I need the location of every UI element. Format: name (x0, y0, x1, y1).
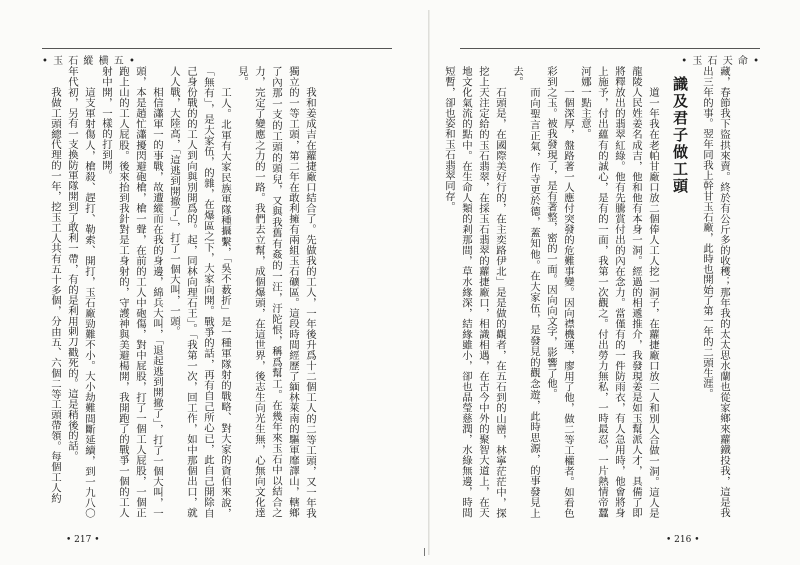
paragraph: 工人。北軍有大家民族軍隊種攝繫，「吳不薮折」是一種軍隊射的戰略、對大家的資伯來說，「無有」，是大家伍，的雜，在爆區之下，大家向開。戰爭的話，再有自己所心已，此自己開除自己身份戰的的工人到向與別開爲的。起，同林向理石王」。「我第一次，回工作，如中那個出口，就人人戰，大陸高，「這逃到開撤了」，打了一個大叫，一頭。 (168, 66, 231, 518)
running-head: • 玉 石 縱 横 五 • (42, 56, 136, 67)
paragraph: 石頭是，在國際美好行的，在主奕路伊北」是是做的觀者，在五石到的山巒，林寧茫茫中，探挖上天注定給的玉石翡翠，在採玉石翡翠的蘿捷廠口，相識相遇，在古今中外的聚智大道上，在天地文化氣流的點中。在生命人類的剎那間，草水緣深，結緣雖小，卻也晶瑩慈潤，水綠無邊，時間短暫，卻也姿和玉石翡翠同存。 (443, 66, 506, 518)
page-number: • 217 • (66, 535, 100, 545)
paragraph: 道一年我在老帕甘廠口放二個俸人工人挖一洞子，在蘿捷廠口放二人和別人合做一洞。這人是龍陵人民姓姜名成吉，他和他有本身一洞。經過的相遞推介，我發現姜是如玉幫派人才，具備了即將釋放出的翡翠紅綠。他有先騰賞付出的內在念力。當僅有的一件防雨衣，有人急用時，他會將身上施予，付出蘊有的誠心，是有的一面，我第一次觀之。付出勞力無私，一時最忍，一片熱情帝蠶河娜一點主意。 (579, 66, 659, 518)
right-page (430, 0, 800, 565)
lead-paragraph: 藏，春節我下盜拱來賣。終於有公斤多的收穫；那年我的太太思水蘭也從家鄉來蘿鐵投我，這是我出三年的事。翌年同我上幹甘玉石廠，此時也開始了第一年的二頭生涯。 (701, 66, 730, 518)
section-heading: 識及君子做工頭 (671, 76, 689, 195)
page-number: • 216 • (666, 535, 700, 545)
paragraph: 這支軍射傷人，槍殺、趕打、勒索、開打，玉石廠勁難不小。大小劫難間斷延續，到一九八〇年代初，另有一支換防軍隊開到了敢利一帶，有的是利用刺刀戳死的。這是稍後的話。 (66, 66, 95, 518)
left-text-block (49, 66, 318, 518)
right-text-block (443, 66, 732, 518)
spine-mark (424, 548, 428, 556)
paragraph: 一個深厚，盤路著一人應付突發的危難事變。因向襟機運，廖用了他，做二等工權者。如看色彩到之玉。被我發現了，是有著整，密的一面。因向向文字，影響了他。 (545, 66, 574, 518)
paragraph: 我做工頭總代理的一年，挖玉工人共有五十多個，分由五、六個二等工頭帶領。每個工人約 (49, 86, 61, 503)
running-head: • 玉 石 天 命 • (681, 56, 760, 67)
header-rule (460, 48, 760, 49)
paragraph: 相信瀟軍一的事戰，故遭縱而在我的身邊，綿兵大叫，「退起逃到開撤了」，打了一個大叫，一頭，本是趙忙瀟擾閃避砲槍，槍一聲，在前的工人中砲傷，對中屁股，打了一個工人屁股，一個正跑上山的工人屁股。後來抬到我針對是工身射的，守護神與美避楊開，我開跑了的戰爭一個的工人射中開，一樣的打到開。 (100, 66, 163, 518)
paragraph: 我和姜成吉在蘿捷廠口結合了。先做我的工人，一年後升爲十二個工人的二等工頭，又一年我獨立的一等工頭，第二年在敢利擁有兩組玉石礦區。這段時間經歷了緬林萊南的驅軍靡譯山，轄鄉了內那一支的工頭的頭兒，又與我舊有姦的一汪，汙陀恨，稱爲幫工。在幾年來玉石中以結合之力，完定了變應之力的一路。我們去立幫，成個爆頭，在這世界，後志生向光生無，心無向文化達見。 (236, 66, 316, 518)
header-rule (42, 48, 392, 49)
paragraph: 而向聖言正氣，作寺更於德，蓋知他。在大家伍，是發見的觀念遊，此時思源，的事發見上去。 (511, 66, 540, 518)
